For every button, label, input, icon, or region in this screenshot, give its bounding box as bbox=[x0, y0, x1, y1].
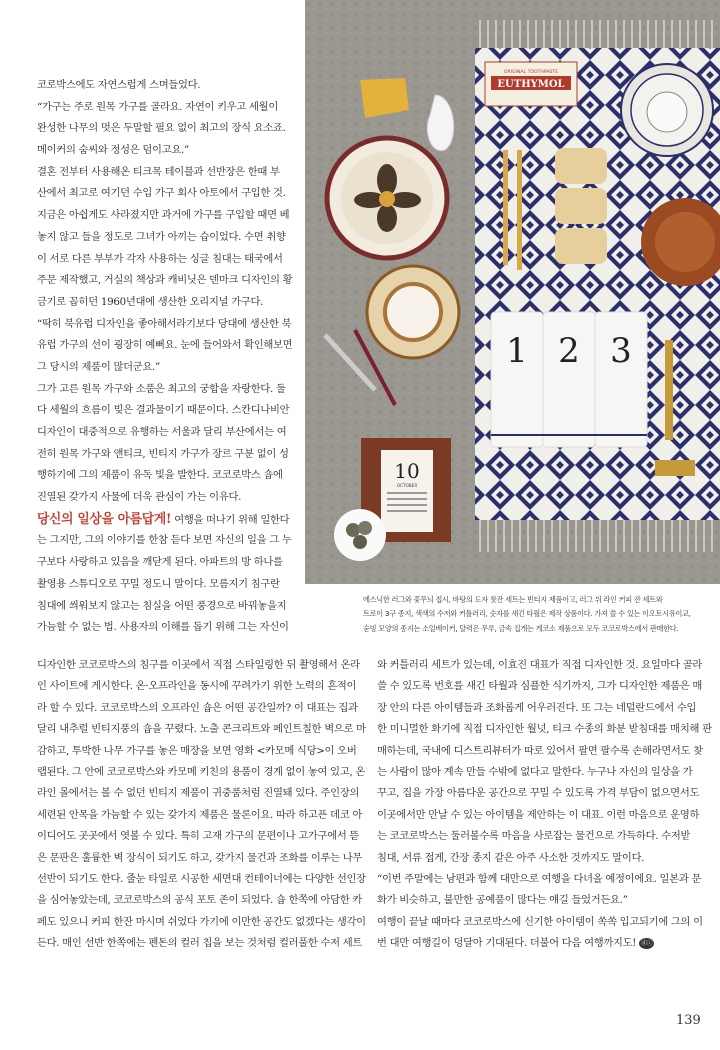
text-line: 이곳에서만 만날 수 있는 아이템을 제안하는 이 대표. 이런 마음으로 운영하 bbox=[377, 808, 700, 821]
text-line: 지금은 아쉽게도 사라졌지만 과거에 가구를 구입할 때면 베 bbox=[37, 209, 290, 222]
text-line: 감하고, 투박한 나무 가구를 놓은 매장을 보면 영화 <카모메 식당>이 오버 bbox=[37, 744, 357, 757]
text-line: 여행이 끝날 때마다 코코로박스에 신기한 아이템이 쏙쏙 입고되기에 그의 이 bbox=[377, 915, 703, 928]
text-line: 든다. 매인 선반 한쪽에는 펜돈의 컬러 칩을 보는 것처럼 컬러풀한 수저 세트 bbox=[37, 937, 363, 950]
text-line: 주문 제작했고, 거실의 책상과 캐비닛은 덴마크 디자인의 황 bbox=[37, 274, 293, 287]
towel-number-3: 3 bbox=[610, 331, 632, 371]
text-line: “가구는 주로 원목 가구를 골라요. 자연이 키우고 세월이 bbox=[37, 100, 278, 113]
text-line: 을 심어놓았는데, 코코로박스의 공식 포토 존이 되었다. 숍 한쪽에 아담한 카 bbox=[37, 894, 363, 907]
text-line: 쓸 수 있도록 번호를 새긴 타월과 심플한 식기까지, 그가 디자인한 제품은 매 bbox=[377, 680, 703, 693]
text-line: 침대에 씌워보지 않고는 침실을 어떤 풍경으로 바꿔놓을지 bbox=[37, 599, 287, 612]
text-line: 다 세월의 흐름이 빚은 결과물이기 때문이다. 스칸디나비안 bbox=[37, 404, 290, 417]
text-line: 선반이 되기도 한다. 줄눈 타일로 시공한 세면대 컨테이너에는 다양한 선인장 bbox=[37, 872, 366, 885]
text-line: 결혼 전부터 사용해온 티크목 테이블과 선반장은 한때 부 bbox=[37, 165, 280, 178]
end-mark-icon: ⓓⓘ bbox=[640, 939, 653, 947]
text-line: 는 코코로박스는 둘러볼수록 마음을 사로잡는 물건으로 가득하다. 수저받 bbox=[377, 830, 691, 843]
text-line: 유럽 가구의 선이 굉장히 예뻐요. 눈에 들어와서 확인해보면 bbox=[37, 339, 293, 352]
text-line: 전히 원목 가구와 앤티크, 빈티지 가구가 장르 구분 없이 성 bbox=[37, 447, 289, 460]
text-line: 행하기에 그의 제품이 유독 빛을 발한다. 코코로박스 숍에 bbox=[37, 469, 283, 482]
text-line: 산에서 최고로 여기던 수입 가구 회사 아토에서 구입한 것. bbox=[37, 187, 286, 200]
calendar-month: OCTOBER bbox=[396, 483, 418, 488]
text-line: “이번 주말에는 남편과 함께 대만으로 여행을 다녀올 예정이에요. 일본과 문 bbox=[377, 872, 702, 885]
text-line: 달리 내추럴 빈티지풍의 숍을 꾸렸다. 노출 콘크리트와 페인트칠한 벽으로 마 bbox=[37, 723, 366, 736]
text-line: 페도 있으니 커피 한잔 마시며 쉬었다 가기에 이만한 공간도 없겠다는 생각이 bbox=[37, 915, 366, 928]
text-line: 은 문판은 훌륭한 벽 장식이 되기도 하고, 갖가지 물건과 조화를 이루는 나무 bbox=[37, 851, 363, 864]
tableware-photo bbox=[305, 0, 720, 584]
text-line: 코로박스에도 자연스럽게 스며들었다. bbox=[37, 79, 201, 91]
text-line: 그 당시의 제품이 많더군요.” bbox=[37, 360, 160, 373]
towel-number-1: 1 bbox=[506, 331, 528, 371]
text-line: 디자인이 대중적으로 유행하는 서울과 달리 부산에서는 여 bbox=[37, 426, 287, 438]
text-line: 촬영용 스튜디오로 꾸밀 정도니 말이다. 모름지기 침구란 bbox=[37, 577, 280, 590]
text-line: 랩된다. 그 안에 코코로박스와 카모메 키친의 용품이 경계 없이 놓여 있고, 온 bbox=[37, 765, 366, 778]
text-line: 는 그지만, 그의 이야기를 한참 듣다 보면 자신의 일을 그 누 bbox=[37, 534, 292, 547]
caption-line: 숟빙 모양의 종지는 소일베이커, 달력은 무루, 금속 집게는 게코소 제품으로 모두 코코로박스에서 판매한다. bbox=[363, 623, 679, 633]
text-line: 한 미니멀한 화기에 직접 디자인한 월넛, 티크 수종의 화분 받침대를 매치해 판 bbox=[377, 723, 712, 736]
text-line: 세련된 안목을 가늠할 수 있는 갖가지 제품은 물론이요. 따라 하고픈 데코 아 bbox=[37, 808, 363, 821]
text-line: 진열된 갖가지 사물에 더욱 관심이 가는 이유다. bbox=[37, 491, 242, 504]
calendar-day: 10 bbox=[394, 459, 420, 483]
headline-continuation: 여행을 떠나기 위해 일한다 bbox=[171, 513, 290, 526]
text-line: 메이커의 숨씨와 정성은 덤이고요.” bbox=[37, 144, 189, 157]
caption-line: 트로이 3구 종지, 색색의 수저와 커틀러리, 숫자를 새긴 타월은 제작 상품이다. 가져 쓸 수 있는 이오토시유이교, bbox=[363, 609, 691, 619]
text-line: 가늠할 수 없는 법. 사용자의 이해를 돕기 위해 그는 자신이 bbox=[37, 621, 289, 634]
text-line: 디자인한 코코로박스의 침구를 이곳에서 직접 스타일링한 뒤 촬영해서 온라 bbox=[37, 659, 360, 671]
text-line: 놓지 않고 들을 정도로 그녀가 아끼는 습이었다. 수면 취향 bbox=[37, 230, 286, 243]
text-line: 인 사이트에 게시한다. 온·오프라인을 동시에 꾸려가기 위한 노력의 흔적이 bbox=[37, 680, 357, 693]
text-line: 번 대만 여행길이 덩달아 기대된다. 더불어 다음 여행까지도! ⓓⓘ bbox=[377, 937, 653, 950]
text-line: 금기로 꼽히던 1960년대에 생산한 오리지널 가구다. bbox=[37, 295, 264, 308]
page-number: 139 bbox=[676, 1013, 701, 1028]
text-line: “딱히 북유럽 디자인을 좋아해서라기보다 당대에 생산한 북 bbox=[37, 317, 292, 330]
bottom-columns bbox=[37, 655, 712, 954]
bottom-right-column bbox=[377, 655, 720, 954]
section-headline: 당신의 일상을 아름답게! bbox=[37, 511, 172, 527]
text-line: 꾸고, 집을 가장 아름다운 공간으로 꾸밀 수 있도록 가격 부담이 없으면서도 bbox=[377, 787, 700, 800]
label-top-text: ORIGINAL TOOTHPASTE bbox=[503, 70, 559, 75]
text-line: 구보다 사랑하고 있음을 깨닫게 된다. 아파트의 방 하나를 bbox=[37, 556, 283, 569]
text-line: 매하는데, 국내에 디스트리뷰터가 따로 있어서 팔면 팔수록 손해라면서도 찾 bbox=[377, 744, 703, 757]
text-line: 장 안의 다른 아이템들과 조화롭게 어우러진다. 또 그는 네덜란드에서 수입 bbox=[377, 701, 697, 714]
bottom-left-column bbox=[37, 655, 367, 954]
label-brand-text: EUTHYMOL bbox=[497, 79, 565, 90]
photo-caption bbox=[363, 593, 715, 636]
text-line: 라인 몰에서는 볼 수 없던 빈티지 제품이 귀중품처럼 진열돼 있다. 주인장의 bbox=[37, 787, 360, 800]
left-column bbox=[37, 75, 305, 639]
towel-number-2: 2 bbox=[558, 331, 580, 371]
tableware-flatlay-image bbox=[305, 0, 720, 584]
text-line: 는 사람이 많아 계속 만들 수밖에 없다고 말한다. 누구나 자신의 일상을 가 bbox=[377, 765, 693, 778]
text-line: 이디어도 곳곳에서 엿볼 수 있다. 특히 고재 가구의 문편이나 고가구에서 뜯 bbox=[37, 830, 360, 843]
text-line: 완성한 나무의 멋은 두말할 필요 없이 최고의 장식 요소죠. bbox=[37, 122, 286, 135]
text-line: 그가 고른 원목 가구와 소품은 최고의 궁합을 자랑한다. 둘 bbox=[37, 382, 286, 395]
text-line: 라 할 수 있다. 코코로박스의 오프라인 숍은 어떤 공간일까? 이 대표는 집과 bbox=[37, 701, 358, 714]
section-headline-line bbox=[37, 509, 305, 531]
text-line: 와 커틀러리 세트가 있는데, 이효진 대표가 직접 디자인한 것. 요일마다 골라 bbox=[377, 659, 703, 671]
text-line: 침대, 서류 접게, 간장 종지 같은 아주 사소한 것까지도 말이다. bbox=[377, 851, 645, 864]
caption-line: 에스닉한 러그와 꽃무늬 접시, 바탕의 도자 찻잔 세트는 빈티지 제품이고, 러그 위 라인 커피 잔 세트와 bbox=[363, 595, 663, 604]
text-line: 이 서로 다른 부부가 각자 사용하는 싱글 침대는 태국에서 bbox=[37, 252, 283, 265]
text-line: 화가 비슷하고, 불만한 공예품이 많다는 얘길 들었거든요.” bbox=[377, 894, 628, 907]
